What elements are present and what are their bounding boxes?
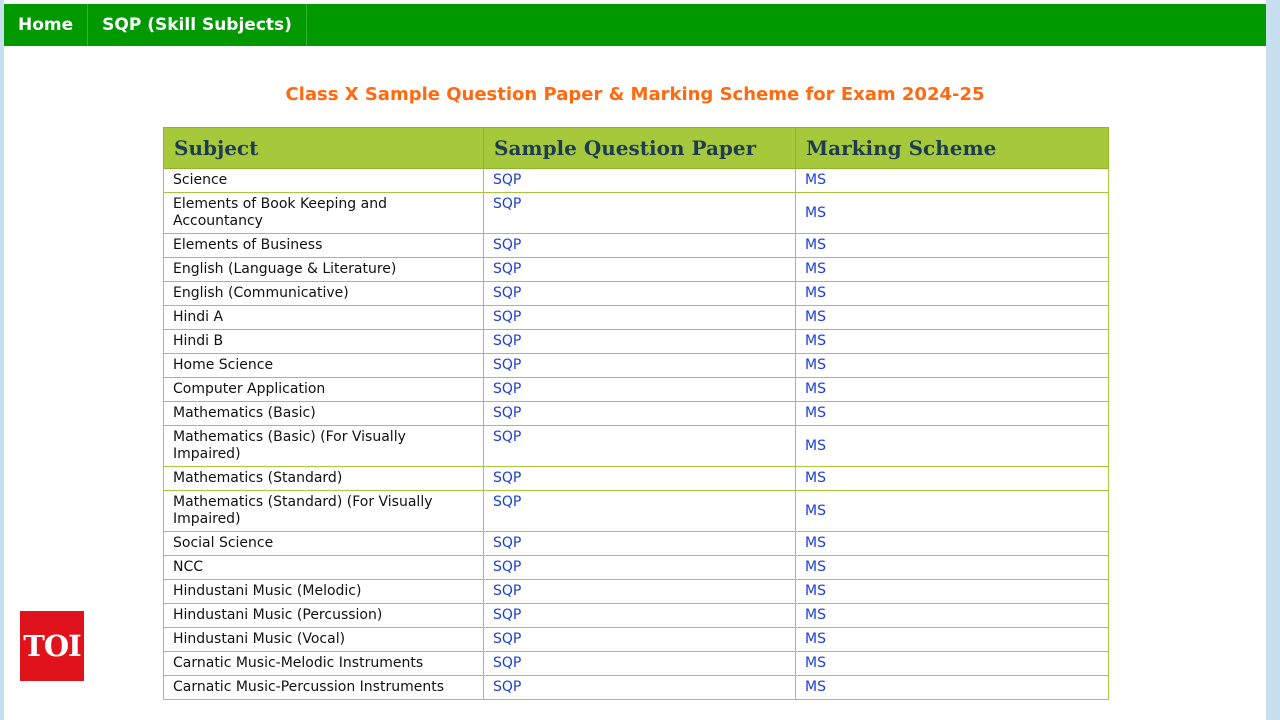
sqp-link[interactable]: SQP <box>484 378 796 402</box>
ms-link[interactable]: MS <box>796 580 1109 604</box>
ms-link[interactable]: MS <box>796 532 1109 556</box>
sqp-link[interactable]: SQP <box>484 532 796 556</box>
ms-link[interactable]: MS <box>796 169 1109 193</box>
header-marking-scheme: Marking Scheme <box>796 128 1109 169</box>
ms-link[interactable]: MS <box>796 306 1109 330</box>
subject-cell: Mathematics (Basic) (For Visually Impaired) <box>164 426 484 467</box>
subject-cell: Hindustani Music (Melodic) <box>164 580 484 604</box>
table-row <box>164 604 1109 628</box>
ms-link[interactable]: MS <box>796 258 1109 282</box>
subject-cell: Carnatic Music-Melodic Instruments <box>164 652 484 676</box>
subject-cell: Hindustani Music (Vocal) <box>164 628 484 652</box>
sqp-link[interactable]: SQP <box>484 282 796 306</box>
sqp-link[interactable]: SQP <box>484 580 796 604</box>
sqp-link[interactable]: SQP <box>484 234 796 258</box>
subject-cell: Mathematics (Basic) <box>164 402 484 426</box>
sqp-link[interactable]: SQP <box>484 258 796 282</box>
ms-link[interactable]: MS <box>796 676 1109 700</box>
table-row <box>164 306 1109 330</box>
ms-link[interactable]: MS <box>796 604 1109 628</box>
table-row <box>164 467 1109 491</box>
table-row <box>164 491 1109 532</box>
subject-cell: Elements of Book Keeping and Accountancy <box>164 193 484 234</box>
table-row <box>164 556 1109 580</box>
header-sample-question-paper: Sample Question Paper <box>484 128 796 169</box>
sqp-table <box>163 127 1109 700</box>
ms-link[interactable]: MS <box>796 491 1109 532</box>
table-row <box>164 282 1109 306</box>
sqp-link[interactable]: SQP <box>484 306 796 330</box>
sqp-link[interactable]: SQP <box>484 169 796 193</box>
sqp-link[interactable]: SQP <box>484 402 796 426</box>
nav-sqp-skill-subjects[interactable]: SQP (Skill Subjects) <box>88 4 307 46</box>
subject-cell: Hindustani Music (Percussion) <box>164 604 484 628</box>
ms-link[interactable]: MS <box>796 378 1109 402</box>
table-row <box>164 532 1109 556</box>
ms-link[interactable]: MS <box>796 330 1109 354</box>
sqp-link[interactable]: SQP <box>484 330 796 354</box>
sqp-link[interactable]: SQP <box>484 467 796 491</box>
page <box>4 0 1266 720</box>
table-row <box>164 580 1109 604</box>
subject-cell: Science <box>164 169 484 193</box>
subject-cell: English (Language & Literature) <box>164 258 484 282</box>
header-subject: Subject <box>164 128 484 169</box>
subject-cell: Social Science <box>164 532 484 556</box>
ms-link[interactable]: MS <box>796 193 1109 234</box>
table-row <box>164 628 1109 652</box>
sqp-link[interactable]: SQP <box>484 491 796 532</box>
table-row <box>164 193 1109 234</box>
subject-cell: Hindi B <box>164 330 484 354</box>
nav-home[interactable]: Home <box>4 4 88 46</box>
subject-cell: English (Communicative) <box>164 282 484 306</box>
subject-cell: Computer Application <box>164 378 484 402</box>
ms-link[interactable]: MS <box>796 234 1109 258</box>
table-header-row <box>164 128 1109 169</box>
ms-link[interactable]: MS <box>796 354 1109 378</box>
ms-link[interactable]: MS <box>796 282 1109 306</box>
table-row <box>164 402 1109 426</box>
sqp-link[interactable]: SQP <box>484 676 796 700</box>
table-row <box>164 652 1109 676</box>
sqp-link[interactable]: SQP <box>484 426 796 467</box>
ms-link[interactable]: MS <box>796 426 1109 467</box>
subject-cell: Carnatic Music-Percussion Instruments <box>164 676 484 700</box>
table-row <box>164 354 1109 378</box>
table-row <box>164 378 1109 402</box>
ms-link[interactable]: MS <box>796 652 1109 676</box>
table-row <box>164 676 1109 700</box>
sqp-link[interactable]: SQP <box>484 628 796 652</box>
ms-link[interactable]: MS <box>796 467 1109 491</box>
subject-cell: Elements of Business <box>164 234 484 258</box>
sqp-link[interactable]: SQP <box>484 556 796 580</box>
sqp-link[interactable]: SQP <box>484 354 796 378</box>
sqp-link[interactable]: SQP <box>484 652 796 676</box>
table-row <box>164 426 1109 467</box>
subject-cell: Hindi A <box>164 306 484 330</box>
ms-link[interactable]: MS <box>796 556 1109 580</box>
table-row <box>164 169 1109 193</box>
table-row <box>164 258 1109 282</box>
ms-link[interactable]: MS <box>796 628 1109 652</box>
top-nav-bar <box>4 4 1266 46</box>
subject-cell: Mathematics (Standard) (For Visually Impaired) <box>164 491 484 532</box>
toi-watermark-logo: TOI <box>20 611 84 681</box>
table-row <box>164 330 1109 354</box>
subject-cell: NCC <box>164 556 484 580</box>
table-row <box>164 234 1109 258</box>
sqp-link[interactable]: SQP <box>484 193 796 234</box>
subject-cell: Home Science <box>164 354 484 378</box>
page-title: Class X Sample Question Paper & Marking Scheme for Exam 2024-25 <box>285 84 985 105</box>
sqp-link[interactable]: SQP <box>484 604 796 628</box>
ms-link[interactable]: MS <box>796 402 1109 426</box>
subject-cell: Mathematics (Standard) <box>164 467 484 491</box>
